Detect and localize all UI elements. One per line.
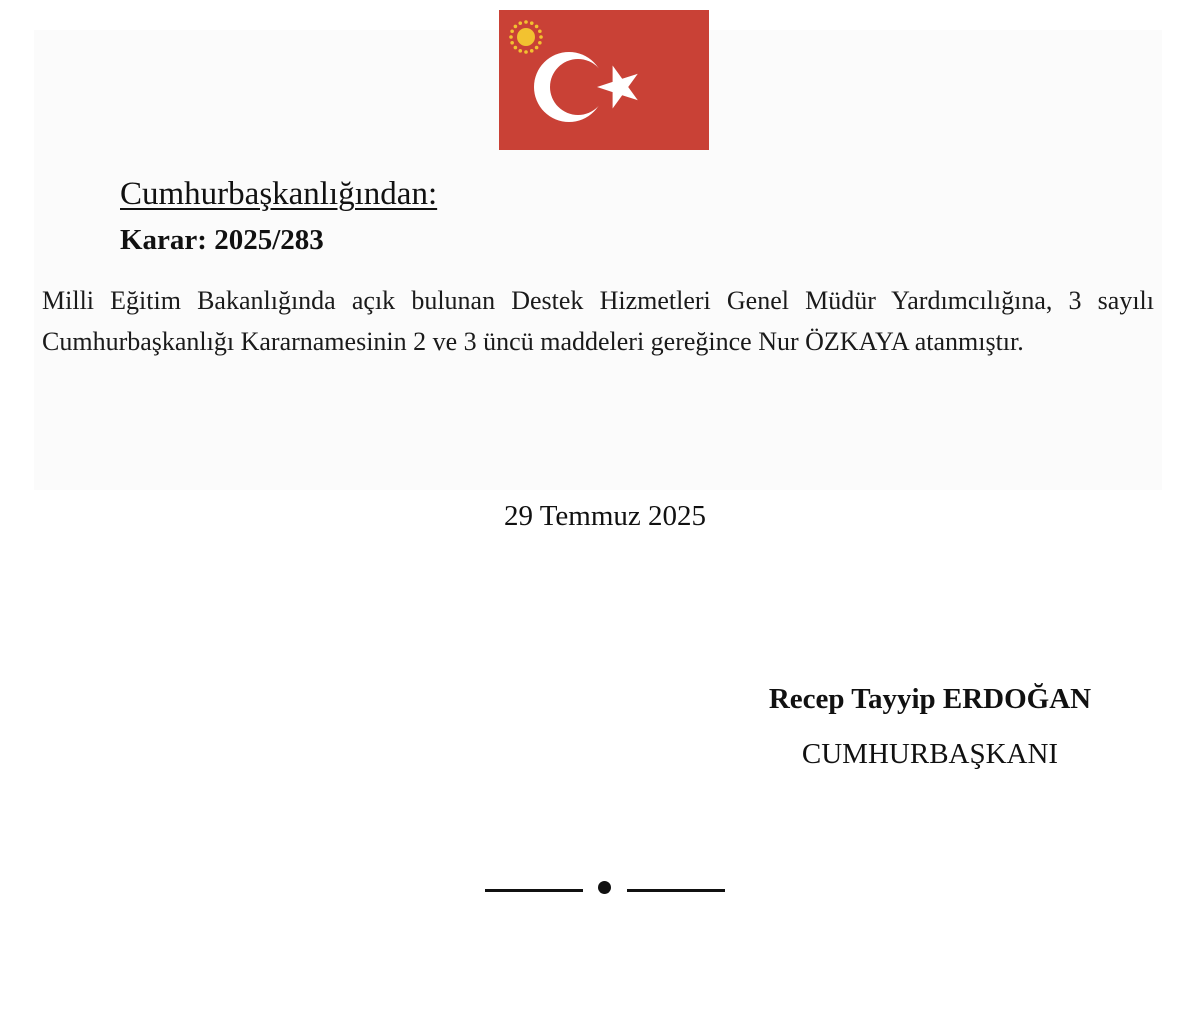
sun-star-dot bbox=[524, 50, 528, 54]
sun-star-dot bbox=[535, 25, 539, 29]
decision-date: 29 Temmuz 2025 bbox=[503, 500, 707, 532]
decision-number: Karar: 2025/283 bbox=[120, 224, 324, 256]
issuer-heading: Cumhurbaşkanlığından: bbox=[120, 176, 438, 212]
sun-star-dot bbox=[510, 29, 514, 33]
sun-star-dot bbox=[538, 41, 542, 45]
sun-star-dot bbox=[514, 25, 518, 29]
signer-name: Recep Tayyip ERDOĞAN bbox=[768, 683, 1092, 715]
sun-star-dot bbox=[530, 21, 534, 25]
sun-star-dot bbox=[518, 21, 522, 25]
sun-star-dot bbox=[535, 46, 539, 50]
end-separator bbox=[485, 876, 725, 896]
sun-star-dot bbox=[518, 49, 522, 53]
signer-title: CUMHURBAŞKANI bbox=[801, 738, 1059, 770]
sun-star-dot bbox=[538, 29, 542, 33]
sun-star-dot bbox=[509, 35, 513, 39]
separator-line-right bbox=[627, 889, 725, 892]
presidential-flag-icon bbox=[499, 10, 709, 150]
sun-star-dot bbox=[524, 20, 528, 24]
sun-star-dot bbox=[510, 41, 514, 45]
sun-star-dot bbox=[514, 46, 518, 50]
separator-line-left bbox=[485, 889, 583, 892]
separator-dot bbox=[598, 881, 611, 894]
sun-star-dot bbox=[530, 49, 534, 53]
decision-body: Milli Eğitim Bakanlığında açık bulunan Destek Hizmetleri Genel Müdür Yardımcılığına, 3 sayılı Cumhurbaşkanlığı Kararnamesinin 2 ve 3 üncü maddeleri gereğince Nur ÖZKAYA atanmıştır. bbox=[42, 286, 1154, 356]
sun-star-dot bbox=[539, 35, 543, 39]
